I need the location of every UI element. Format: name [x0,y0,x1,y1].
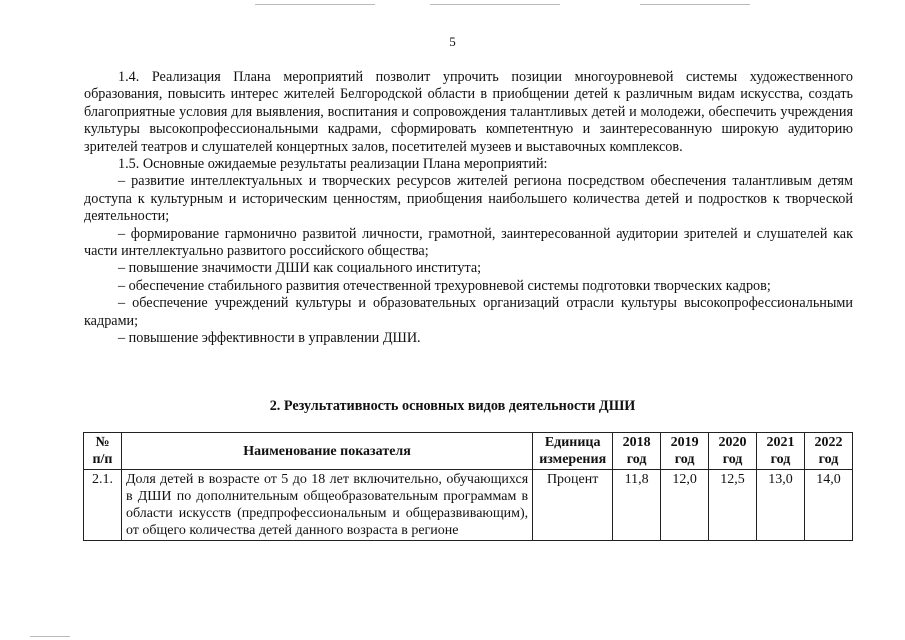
row-value-2018: 11,8 [613,470,661,541]
row-value-2019: 12,0 [661,470,709,541]
paragraph-1-5: 1.5. Основные ожидаемые результаты реализации Плана мероприятий: [118,156,548,173]
scan-artifact-line [640,4,750,5]
row-num: 2.1. [84,470,122,541]
header-unit: Единица измерения [533,433,613,470]
table-header-row [84,433,853,470]
row-value-2020: 12,5 [709,470,757,541]
list-item: – обеспечение учреждений культуры и образовательных организаций отрасли культуры высокопрофессиональными кадрами; [84,295,853,329]
list-item: – развитие интеллектуальных и творческих ресурсов жителей региона посредством обеспечения талантливым детям доступа к культурным и историческим ценностям, приобщения наибольшего количества детей и подростков к творческой деятельности; [84,173,853,225]
row-value-2021: 13,0 [757,470,805,541]
header-year-2018: 2018 год [613,433,661,470]
section-heading: 2. Результативность основных видов деятельности ДШИ [269,398,636,414]
row-name: Доля детей в возрасте от 5 до 18 лет включительно, обучающихся в ДШИ по дополнительным общеобразовательным программам в области искусств (предпрофессиональным и общеразвивающим), от общего количества детей данного возраста в регионе [121,470,532,541]
list-item: – обеспечение стабильного развития отечественной трехуровневой системы подготовки творческих кадров; [118,277,771,294]
row-unit: Процент [533,470,613,541]
scan-artifact-line [30,636,70,637]
list-item: – повышение эффективности в управлении ДШИ. [118,330,421,347]
row-value-2022: 14,0 [804,470,852,541]
scan-artifact-line [255,4,375,5]
header-name: Наименование показателя [121,433,532,470]
header-year-2022: 2022 год [804,433,852,470]
paragraph-1-4: 1.4. Реализация Плана мероприятий позволит упрочить позиции многоуровневой системы художественного образования, повысить интерес жителей Белгородской области в приобщении детей к различным видам искусства, создать благоприятные условия для выявления, воспитания и сопровождения талантливых детей и молодежи, обеспечить учреждения культуры высокопрофессиональными кадрами, сформировать компетентную и заинтересованную широкую аудиторию зрителей театров и слушателей концертных залов, посетителей музеев и выставочных комплексов. [84,69,853,155]
results-table [83,432,853,541]
header-year-2020: 2020 год [709,433,757,470]
list-item: – повышение значимости ДШИ как социального института; [118,260,482,277]
list-item: – формирование гармонично развитой личности, грамотной, заинтересованной аудитории зрителей и слушателей как части интеллектуально развитого российского общества; [84,225,853,260]
scan-artifact-line [430,4,560,5]
header-year-2019: 2019 год [661,433,709,470]
table-row [84,470,853,541]
body-text [84,69,853,348]
header-num: № п/п [84,433,122,470]
page-number: 5 [449,34,456,49]
header-year-2021: 2021 год [757,433,805,470]
